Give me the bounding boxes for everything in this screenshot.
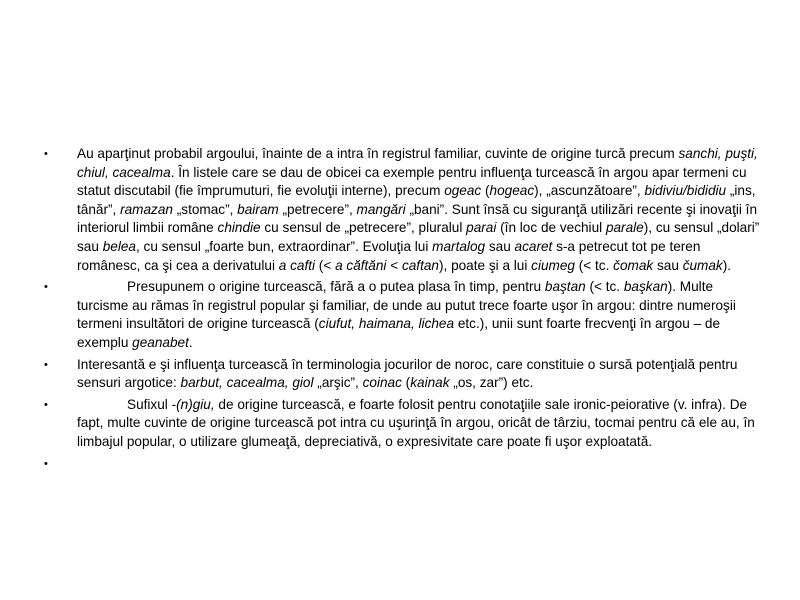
italic-term: (n)giu, xyxy=(176,396,215,412)
text-segment: Presupunem o origine turcească, fără a o putea plasa în timp, pentru xyxy=(127,279,545,295)
bullet-icon: • xyxy=(44,148,48,160)
text-segment: (< tc. xyxy=(585,279,624,295)
text-segment: de origine turcească, e foarte folosit pentru conotaţiile sale ironic-peiorative (v. infra). De fapt, multe cuvinte de origine turcească pot intra cu uşurinţă în argou, oricât de târziu, tocmai pentru că ele au, în limbajul popular, o utilizare glumeaţă, depreciativă, o expresivitate care poate fi uşor exploatată. xyxy=(77,396,755,449)
italic-term: čomak xyxy=(613,257,654,273)
italic-term: čumak xyxy=(682,257,723,273)
text-segment: ). Multe turcisme au rămas în registrul popular şi familiar, de unde au putut trece foarte uşor în argou: dintre numeroşii termeni insultători de origine turcească ( xyxy=(77,279,736,332)
text-segment: Au aparţinut probabil argoului, înainte de a intra în registrul familiar, cuvinte de origine turcă precum xyxy=(77,146,679,161)
text-segment: „bani”. Sunt însă cu siguranţă utilizări recente şi inovaţii în interiorul limbii române xyxy=(77,201,758,236)
italic-term: caftan xyxy=(401,257,439,273)
text-segment: „os, zar”) etc. xyxy=(449,375,534,391)
italic-term: ramazan xyxy=(120,201,173,217)
bullet-icon: • xyxy=(44,398,48,411)
italic-term: hogeac xyxy=(489,183,535,199)
text-segment: „ins, tânăr”, xyxy=(77,183,756,217)
italic-term: coinac xyxy=(362,375,402,391)
text-segment: < xyxy=(386,257,402,273)
text-segment: ), „ascunzătoare”, xyxy=(534,183,645,199)
italic-term: parale xyxy=(605,220,644,236)
text-segment: . În listele care se dau de obicei ca exemple pentru influenţa turcească în argou apar termeni cu statut discutabil (fie împrumuturi, fie evoluţii interne), precum xyxy=(77,164,747,199)
bullet-icon: • xyxy=(44,281,48,294)
text-segment: ), poate şi a lui xyxy=(438,257,532,273)
text-segment: ). xyxy=(722,257,732,273)
italic-term: baştan xyxy=(544,279,586,295)
italic-term: a cafti xyxy=(278,257,316,273)
italic-term: ogeac xyxy=(444,183,482,199)
text-segment: cu sensul de „petrecere”, pluralul xyxy=(260,220,467,236)
text-segment: s-a petrecut tot pe teren românesc, ca şi cea a derivatului xyxy=(77,238,701,273)
italic-term: başkan xyxy=(623,279,668,295)
bullet-paragraph xyxy=(44,278,760,352)
bullet-icon: • xyxy=(44,457,48,470)
text-segment: ( xyxy=(481,183,490,199)
text-segment: Interesantă e şi influenţa turcească în terminologia jocurilor de noroc, care constituie o sursă potenţială pentru sensuri argotice: xyxy=(77,356,738,391)
italic-term: bairam xyxy=(237,201,279,217)
text-segment: ( xyxy=(401,375,411,391)
italic-term: chindie xyxy=(217,220,261,236)
text-segment: Sufixul - xyxy=(127,396,177,412)
bullet-paragraph xyxy=(44,396,760,452)
text-segment: (< tc. xyxy=(575,257,614,273)
text-segment: (în loc de vechiul xyxy=(496,220,606,236)
text-segment: ), cu sensul „dolari” sau xyxy=(77,220,760,254)
italic-term: sanchi, puşti, chiul, cacealma xyxy=(77,146,758,180)
italic-term: ciumeg xyxy=(531,257,575,273)
text-segment: sau xyxy=(485,238,515,254)
text-segment: , cu sensul „foarte bun, extraordinar”. Evoluţia lui xyxy=(135,238,433,254)
bullet-icon: • xyxy=(44,358,48,371)
italic-term: mangări xyxy=(356,201,406,217)
bullet-paragraph xyxy=(44,356,760,393)
text-segment: (< xyxy=(315,257,336,273)
italic-term: ciufut, haimana, lichea xyxy=(318,316,455,332)
text-segment: . xyxy=(188,334,193,350)
text-segment: „petrecere”, xyxy=(278,201,357,217)
italic-term: martalog xyxy=(432,238,486,254)
text-segment: „arşic”, xyxy=(313,375,363,391)
text-segment: „stomac”, xyxy=(172,201,238,217)
bullet-list xyxy=(44,145,760,470)
italic-term: bidiviu/bididiu xyxy=(644,183,727,199)
italic-term: belea xyxy=(102,238,136,254)
italic-term: kainak xyxy=(410,375,450,391)
italic-term: geanabet xyxy=(132,334,189,350)
italic-term: a căftăni xyxy=(335,257,387,273)
bullet-paragraph xyxy=(44,145,760,275)
italic-term: acaret xyxy=(514,238,553,254)
text-segment: sau xyxy=(653,257,683,273)
text-segment: etc.), unii sunt foarte frecvenţi în argou – de exemplu xyxy=(77,316,721,350)
italic-term: parai xyxy=(466,220,497,236)
italic-term: barbut, cacealma, giol xyxy=(180,375,314,391)
